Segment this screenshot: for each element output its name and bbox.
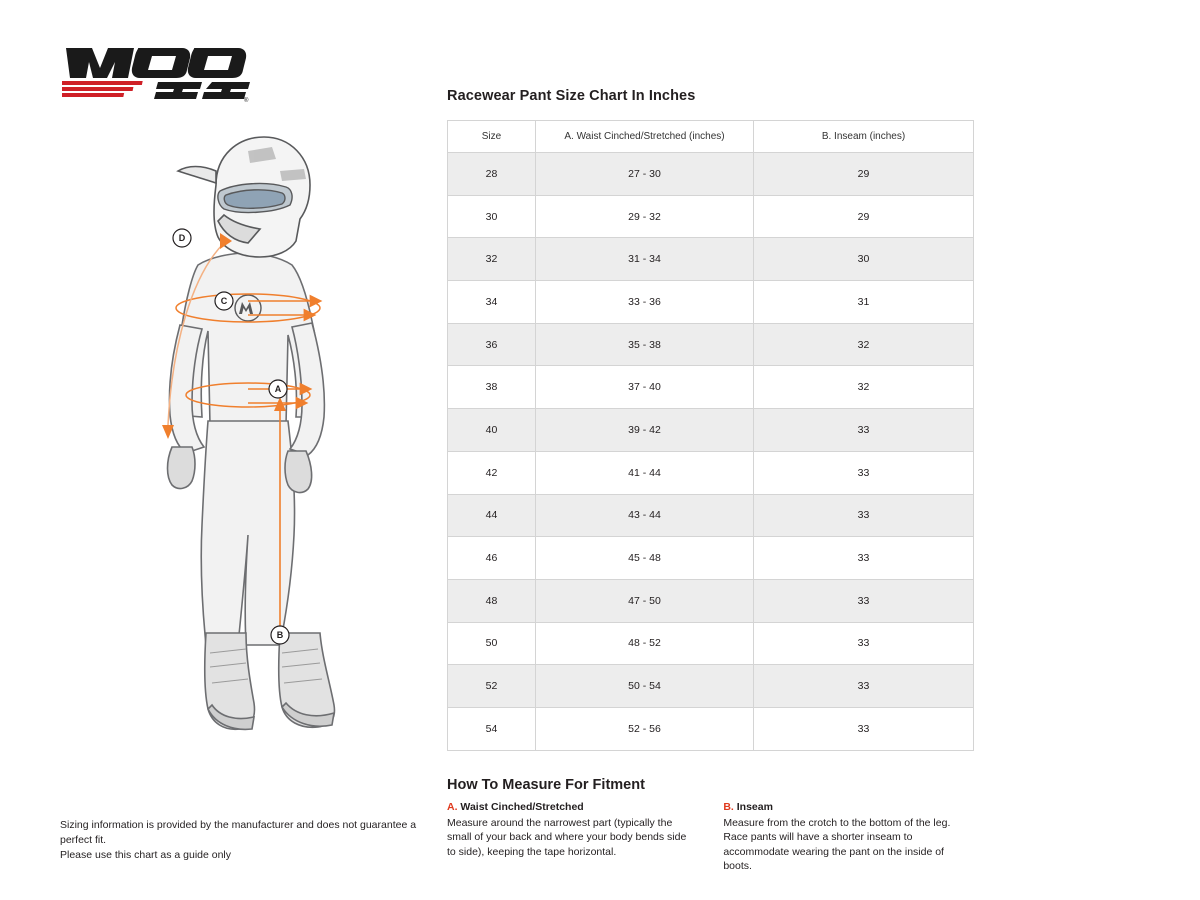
svg-text:®: ® [244, 98, 249, 104]
cell-inseam: 32 [754, 366, 974, 409]
cell-size: 50 [448, 622, 536, 665]
svg-text:A: A [274, 384, 282, 394]
cell-inseam: 33 [754, 579, 974, 622]
how-to-item-waist-title: Waist Cinched/Stretched [460, 800, 584, 813]
cell-size: 54 [448, 707, 536, 750]
cell-waist: 31 - 34 [536, 238, 754, 281]
table-row [448, 579, 974, 622]
how-to-item-inseam-heading [723, 801, 973, 813]
table-row [448, 238, 974, 281]
cell-inseam: 33 [754, 622, 974, 665]
cell-size: 28 [448, 153, 536, 196]
column-header-inseam: B. Inseam (inches) [754, 121, 974, 153]
cell-size: 46 [448, 537, 536, 580]
how-to-item-waist-marker: A. [447, 800, 458, 813]
table-row [448, 409, 974, 452]
cell-inseam: 33 [754, 537, 974, 580]
table-row [448, 366, 974, 409]
cell-size: 38 [448, 366, 536, 409]
how-to-item-inseam-title: Inseam [736, 800, 773, 813]
cell-waist: 39 - 42 [536, 409, 754, 452]
cell-waist: 29 - 32 [536, 195, 754, 238]
cell-inseam: 30 [754, 238, 974, 281]
cell-waist: 27 - 30 [536, 153, 754, 196]
cell-size: 52 [448, 665, 536, 708]
table-row [448, 494, 974, 537]
size-chart-section [447, 88, 973, 874]
callout-badge-a [269, 380, 287, 398]
cell-waist: 35 - 38 [536, 323, 754, 366]
cell-inseam: 29 [754, 195, 974, 238]
cell-waist: 45 - 48 [536, 537, 754, 580]
table-row [448, 153, 974, 196]
table-row [448, 622, 974, 665]
cell-size: 34 [448, 281, 536, 324]
table-row [448, 451, 974, 494]
brand-logo [62, 42, 252, 104]
cell-waist: 52 - 56 [536, 707, 754, 750]
disclaimer [60, 818, 430, 863]
cell-waist: 48 - 52 [536, 622, 754, 665]
callout-badge-b [271, 626, 289, 644]
cell-inseam: 32 [754, 323, 974, 366]
cell-inseam: 33 [754, 409, 974, 452]
cell-inseam: 31 [754, 281, 974, 324]
table-row [448, 323, 974, 366]
how-to-item-inseam [723, 801, 973, 874]
svg-text:B: B [276, 630, 284, 640]
cell-waist: 37 - 40 [536, 366, 754, 409]
cell-inseam: 33 [754, 451, 974, 494]
cell-waist: 33 - 36 [536, 281, 754, 324]
cell-waist: 47 - 50 [536, 579, 754, 622]
how-to-measure-title: How To Measure For Fitment [447, 776, 645, 793]
cell-inseam: 33 [754, 494, 974, 537]
cell-size: 30 [448, 195, 536, 238]
table-row [448, 537, 974, 580]
how-to-item-waist [447, 801, 693, 874]
rider-illustration [120, 125, 440, 745]
table-row [448, 707, 974, 750]
disclaimer-line-2: Please use this chart as a guide only [60, 849, 232, 861]
how-to-item-inseam-marker: B. [723, 800, 734, 813]
table-row [448, 281, 974, 324]
table-row [448, 195, 974, 238]
svg-text:D: D [178, 233, 186, 243]
table-row [448, 665, 974, 708]
size-chart-table [447, 120, 974, 751]
column-header-waist: A. Waist Cinched/Stretched (inches) [536, 121, 754, 153]
how-to-measure-section [447, 777, 973, 874]
cell-size: 44 [448, 494, 536, 537]
disclaimer-line-1: Sizing information is provided by the manufacturer and does not guarantee a perfect fit. [60, 819, 417, 846]
page-title: Racewear Pant Size Chart In Inches [447, 88, 696, 104]
cell-waist: 41 - 44 [536, 451, 754, 494]
cell-size: 48 [448, 579, 536, 622]
callout-badge-d [173, 229, 191, 247]
column-header-size: Size [448, 121, 536, 153]
cell-size: 36 [448, 323, 536, 366]
how-to-item-waist-body: Measure around the narrowest part (typically the small of your back and where your body bends side to side), keeping the tape horizontal. [447, 816, 687, 858]
callout-badge-c [215, 292, 233, 310]
svg-text:C: C [220, 296, 228, 306]
cell-waist: 43 - 44 [536, 494, 754, 537]
cell-size: 42 [448, 451, 536, 494]
how-to-item-inseam-body: Measure from the crotch to the bottom of the leg. Race pants will have a shorter inseam to accommodate wearing the pant on the inside of boots. [723, 816, 951, 873]
cell-inseam: 33 [754, 707, 974, 750]
cell-inseam: 33 [754, 665, 974, 708]
cell-inseam: 29 [754, 153, 974, 196]
cell-waist: 50 - 54 [536, 665, 754, 708]
table-header-row [448, 121, 974, 153]
cell-size: 40 [448, 409, 536, 452]
cell-size: 32 [448, 238, 536, 281]
how-to-item-waist-heading [447, 801, 693, 813]
